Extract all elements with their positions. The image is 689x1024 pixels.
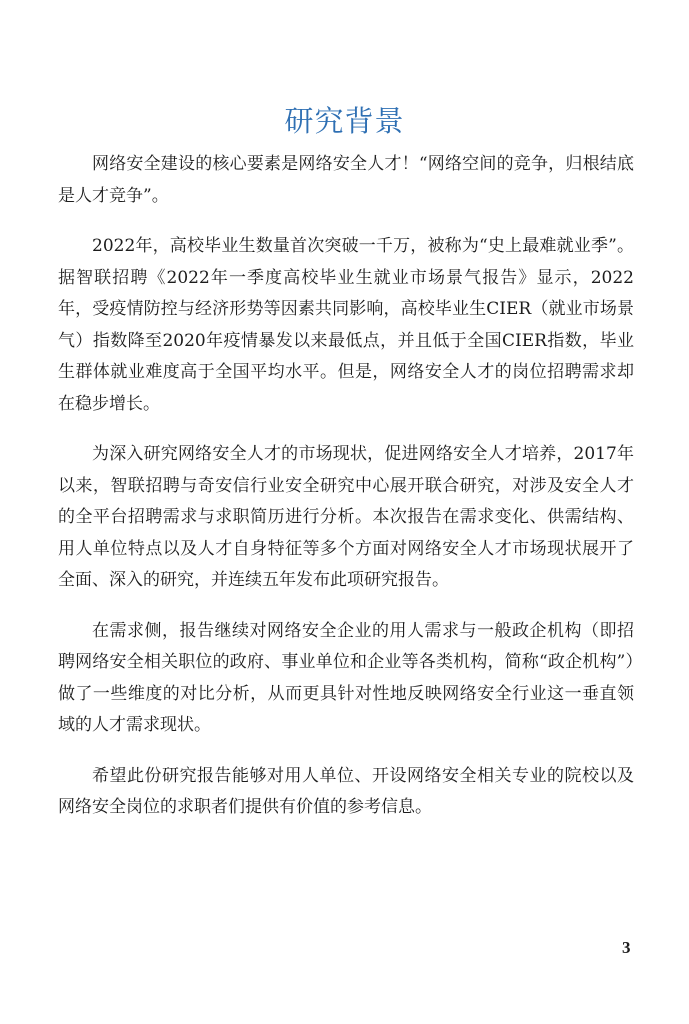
page-title: 研究背景: [284, 104, 405, 138]
paragraph-2: 2022年，高校毕业生数量首次突破一千万，被称为“史上最难就业季”。据智联招聘《2022年一季度高校毕业生就业市场景气报告》显示，2022年，受疫情防控与经济形势等因素共同影响，高校毕业生CIER（就业市场景气）指数降至2020年疫情暴发以来最低点，并且低于全国CIER指数，毕业生群体就业难度高于全国平均水平。但是，网络安全人才的岗位招聘需求却在稳步增长。: [58, 236, 634, 414]
body-text: [58, 149, 634, 843]
paragraph-5: 希望此份研究报告能够对用人单位、开设网络安全相关专业的院校以及网络安全岗位的求职者们提供有价值的参考信息。: [58, 765, 634, 817]
paragraph-3: 为深入研究网络安全人才的市场现状，促进网络安全人才培养，2017年以来，智联招聘与奇安信行业安全研究中心展开联合研究，对涉及安全人才的全平台招聘需求与求职简历进行分析。本次报告在需求变化、供需结构、用人单位特点以及人才自身特征等多个方面对网络安全人才市场现状展开了全面、深入的研究，并连续五年发布此项研究报告。: [58, 444, 634, 590]
page-number: 3: [622, 938, 631, 957]
paragraph-4: 在需求侧，报告继续对网络安全企业的用人需求与一般政企机构（即招聘网络安全相关职位的政府、事业单位和企业等各类机构，简称“政企机构”）做了一些维度的对比分析，从而更具针对性地反映网络安全行业这一垂直领域的人才需求现状。: [58, 620, 634, 735]
paragraph-1: 网络安全建设的核心要素是网络安全人才！“网络空间的竞争，归根结底是人才竞争”。: [58, 154, 634, 206]
